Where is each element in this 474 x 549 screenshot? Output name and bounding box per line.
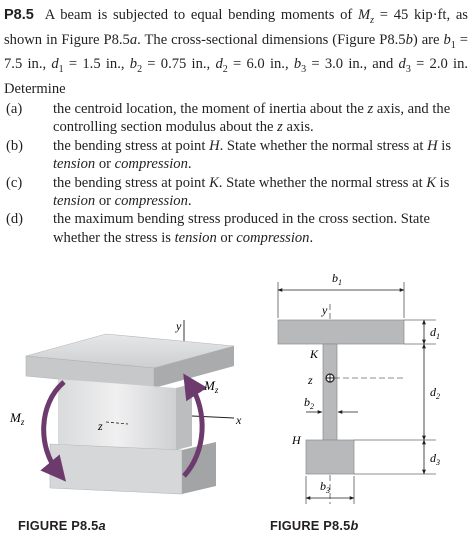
y-axis-label: y xyxy=(176,319,182,333)
d3-label: $d_3$ xyxy=(430,451,440,467)
part-b xyxy=(4,137,466,174)
web xyxy=(323,344,337,440)
part-d xyxy=(4,210,466,247)
x-axis-label: x xyxy=(236,413,242,427)
point-k-label: K xyxy=(310,347,319,361)
d2-label: $d_2$ xyxy=(430,385,440,401)
part-label: (d) xyxy=(6,211,24,228)
y-axis-label: y xyxy=(322,303,328,317)
web-side xyxy=(176,384,192,450)
part-text: the maximum bending stress produced in the cross section. State whether the stress is tension or compression. xyxy=(53,211,430,246)
part-label: (b) xyxy=(6,137,24,154)
z-axis-label: z xyxy=(308,373,313,387)
figure-b xyxy=(268,268,468,518)
part-text: the centroid location, the moment of inertia about the z axis, and the controlling section modulus about the z axis. xyxy=(53,101,451,136)
b3-label: $b_3$ xyxy=(320,479,330,495)
part-label: (a) xyxy=(6,101,23,117)
problem-parts xyxy=(4,100,466,247)
moment-label-right: $M_z$ xyxy=(204,378,219,395)
part-a xyxy=(4,100,466,137)
moment-label-left: $M_z$ xyxy=(10,410,25,427)
figure-a xyxy=(6,294,246,524)
figure-b-caption: FIGURE P8.5b xyxy=(270,518,359,533)
point-h-label: H xyxy=(292,433,301,447)
bottom-flange-front xyxy=(50,444,182,494)
bottom-flange xyxy=(306,440,354,474)
part-text: the bending stress at point K. State whether the normal stress at K is tension or compression. xyxy=(53,174,450,210)
part-c xyxy=(4,174,466,211)
b2-label: $b_2$ xyxy=(304,395,314,411)
d1-label: $d_1$ xyxy=(430,325,440,341)
problem-statement: P8.5 A beam is subjected to equal bending moments of $M_z = 45$ kip·ft, as shown in Figure P8.5a. The cross-sectional dimensions (Figure P8.5b) are $b_1 = 7.5$ in., $d_1 = 1.5$ in., $b_2 = 0.75$ in., $d_2 = 6.0$ in., $b_3 = 3.0$ in., and $d_3 = 2.0$ in. Determine xyxy=(4,7,469,97)
part-label: (c) xyxy=(6,174,23,191)
figure-a-caption: FIGURE P8.5a xyxy=(18,518,106,533)
web-front xyxy=(58,379,176,450)
z-axis-label: z xyxy=(98,419,103,433)
top-flange xyxy=(278,320,404,344)
b1-label: $b_1$ xyxy=(332,271,342,287)
problem-number: P8.5 xyxy=(4,7,34,23)
x-axis-line xyxy=(192,416,234,418)
part-text: the bending stress at point H. State whether the normal stress at H is tension or compression. xyxy=(53,137,452,173)
